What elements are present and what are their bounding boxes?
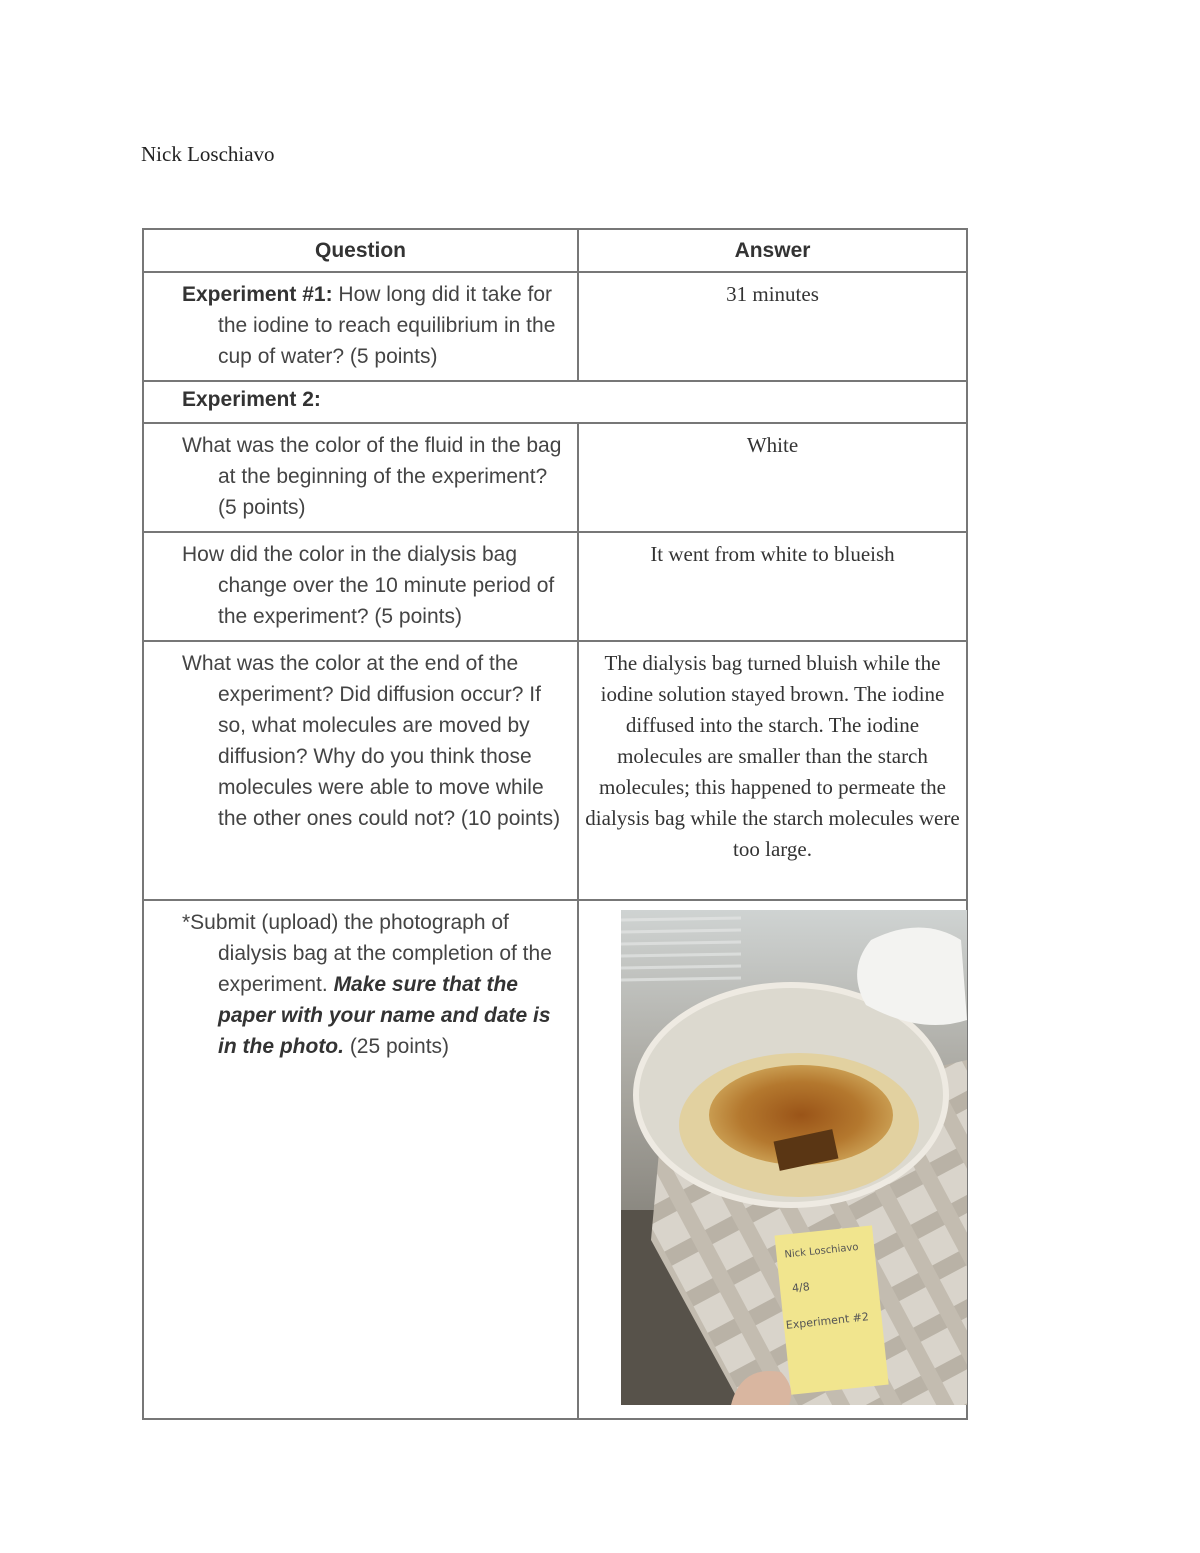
question-color-change: How did the color in the dialysis bag change over the 10 minute period of the experiment? (5 points) [143, 532, 578, 641]
answer-color-change: It went from white to blueish [578, 532, 967, 641]
question-exp1 [143, 272, 578, 381]
question-end: What was the color at the end of the experiment? Did diffusion occur? If so, what molecules are moved by diffusion? Why do you think those molecules were able to move while the other ones could not? (10 points) [143, 641, 578, 900]
answer-end: The dialysis bag turned bluish while the iodine solution stayed brown. The iodine diffused into the starch. The iodine molecules are smaller than the starch molecules; this happened to permeate the dialysis bag while the starch molecules were too large. [578, 641, 967, 900]
header-answer: Answer [578, 229, 967, 272]
exp1-label: Experiment #1: [182, 283, 333, 306]
table-row-color-begin [143, 423, 967, 532]
note-line2: 4/8 [791, 1280, 811, 1295]
table-row-exp2-heading [143, 381, 967, 423]
photo-question-pre: *Submit (upload) the photograph of dialysis bag at the completion of the experiment. [182, 911, 552, 996]
author-name: Nick Loschiavo [141, 142, 275, 166]
exp2-heading: Experiment 2: [143, 381, 967, 423]
answer-exp1: 31 minutes [578, 272, 967, 381]
photo-question-post: (25 points) [343, 1035, 450, 1058]
table-row-exp1 [143, 272, 967, 381]
table-row-end [143, 641, 967, 900]
experiment-photo [621, 910, 967, 1405]
table-row-photo [143, 900, 967, 1419]
question-color-begin: What was the color of the fluid in the bag at the beginning of the experiment? (5 points) [143, 423, 578, 532]
note-line1: Nick Loschiavo [784, 1241, 859, 1261]
question-photo [143, 900, 578, 1419]
exp1-question-text: How long did it take for the iodine to reach equilibrium in the cup of water? (5 points) [218, 283, 556, 368]
header-question: Question [143, 229, 578, 272]
qa-table [142, 228, 968, 1420]
photo-cell [578, 900, 967, 1419]
table-header-row [143, 229, 967, 272]
note-line3: Experiment #2 [785, 1310, 870, 1332]
experiment-photo-drawing [621, 910, 967, 1405]
answer-color-begin: White [578, 423, 967, 532]
table-row-color-change [143, 532, 967, 641]
photo-question-emphasis: Make sure that the paper with your name and date is in the photo. [218, 973, 551, 1058]
